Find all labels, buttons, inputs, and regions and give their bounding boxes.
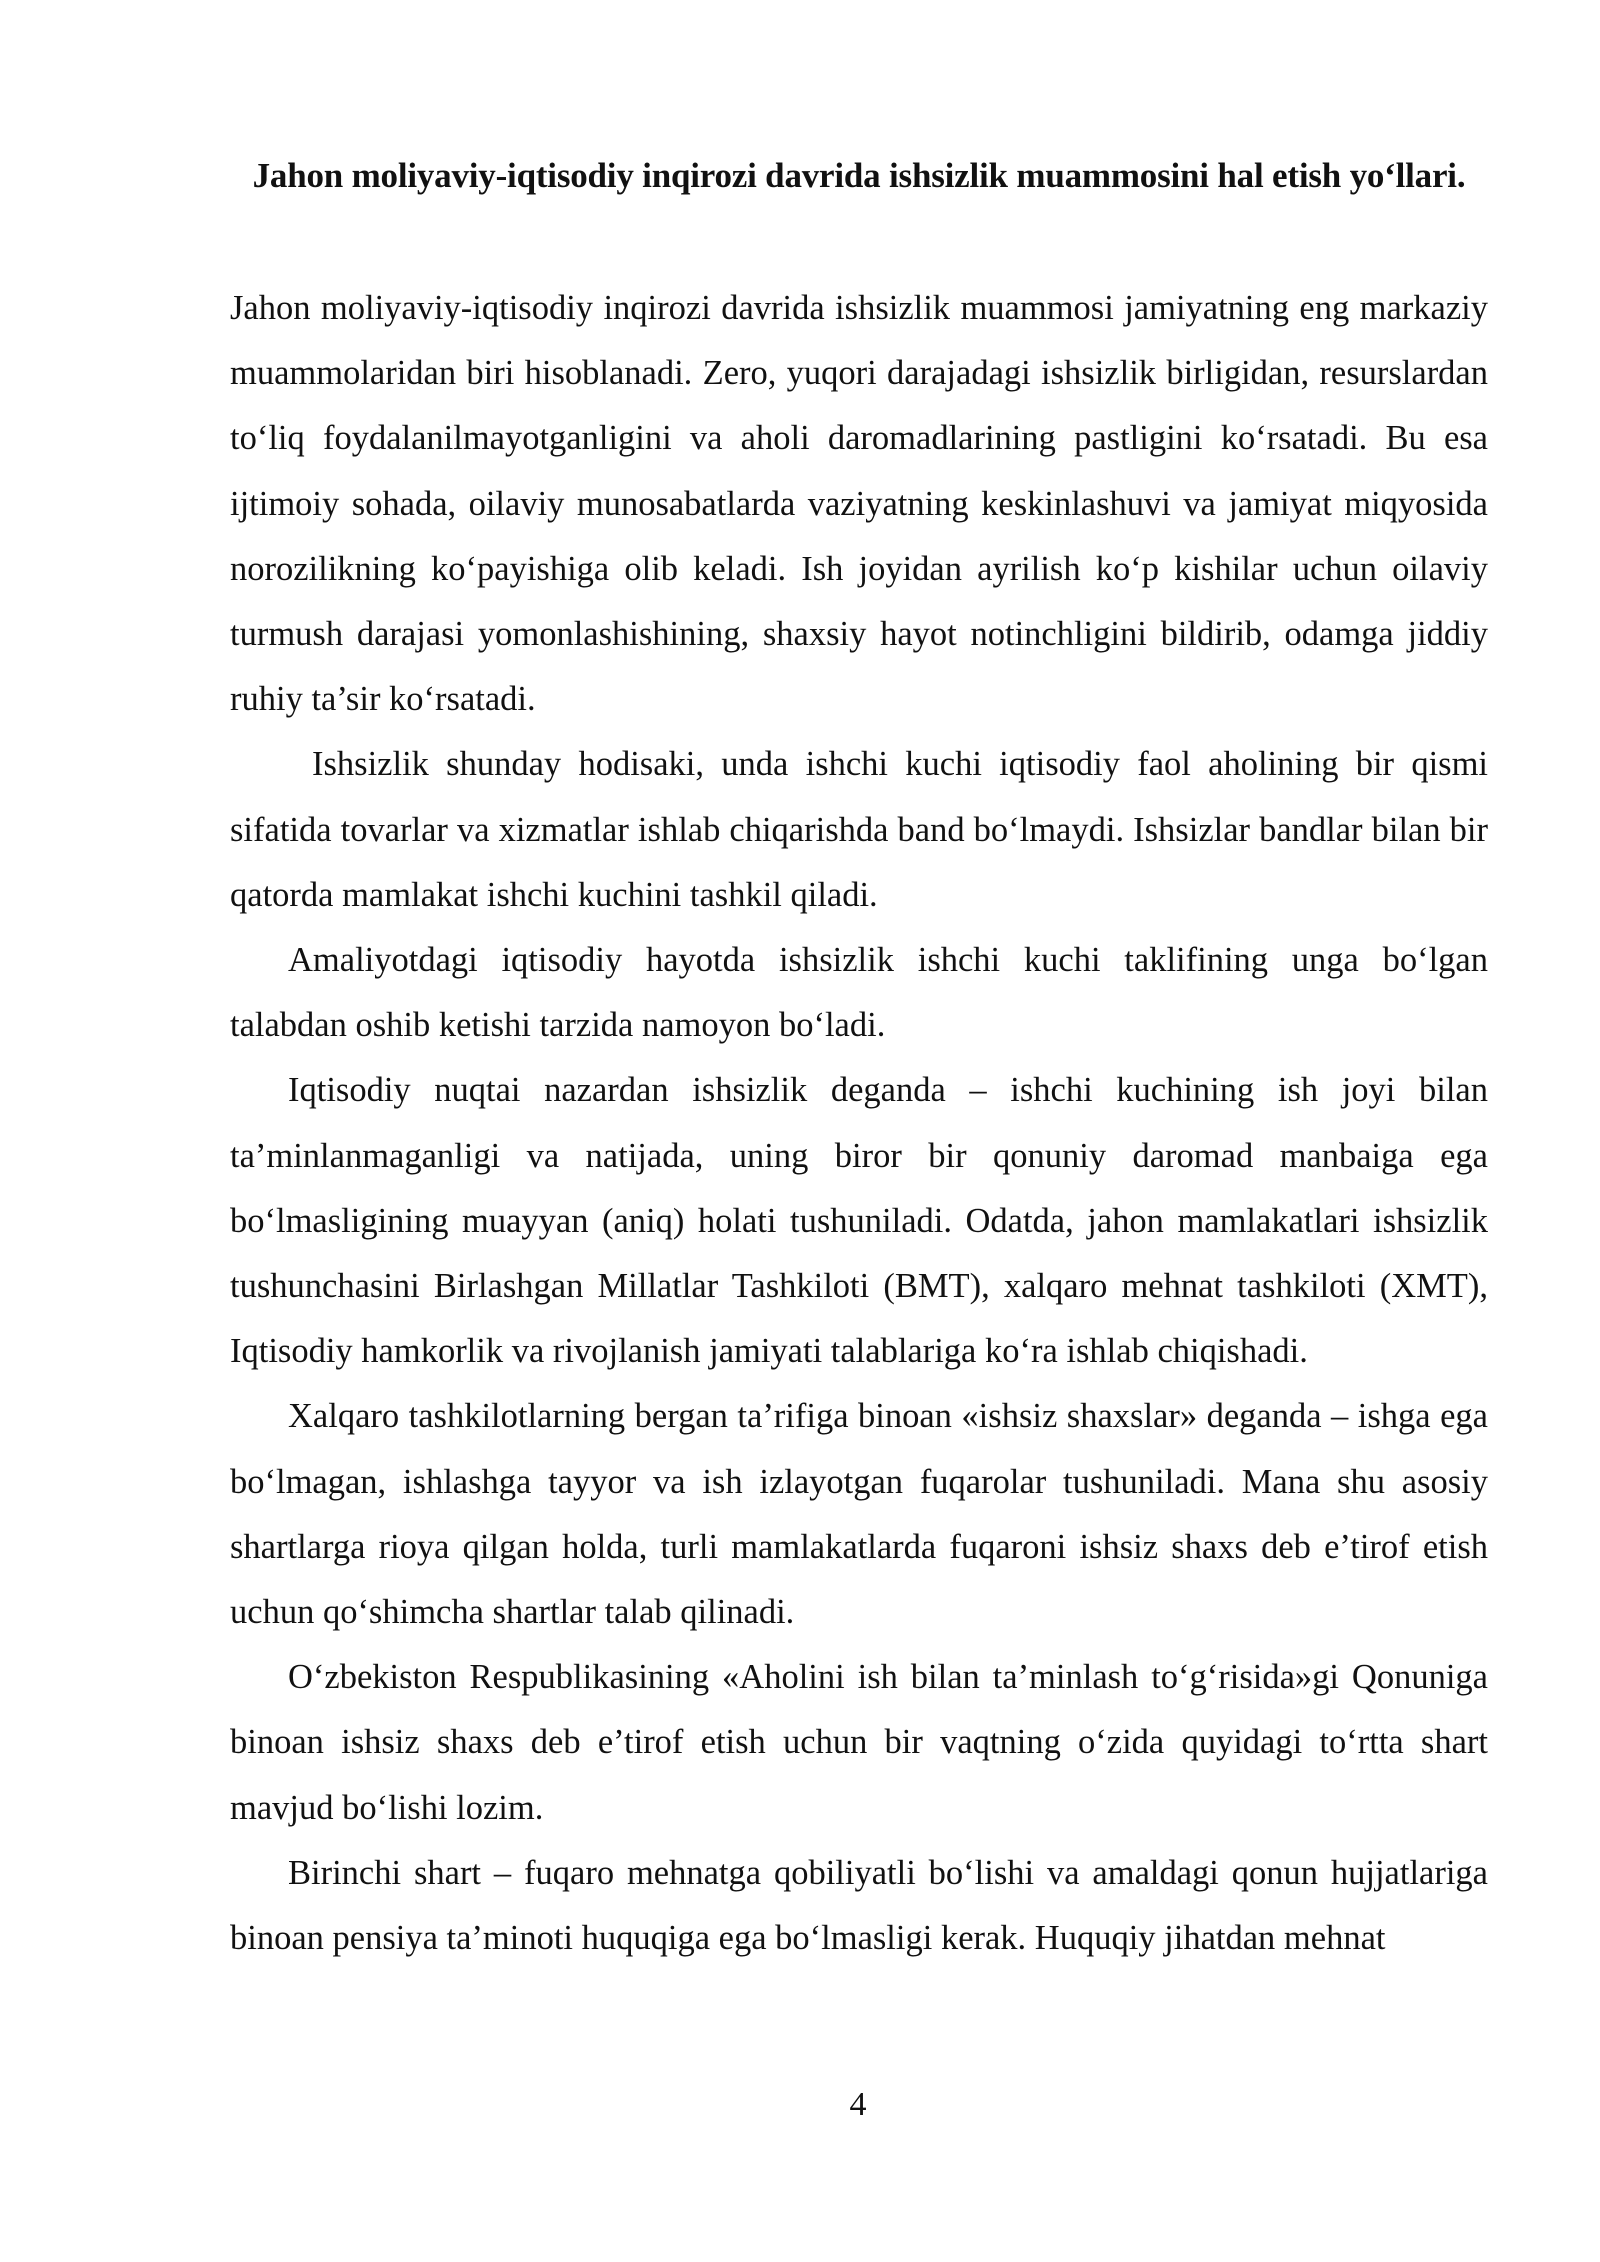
paragraph-4: Iqtisodiy nuqtai nazardan ishsizlik deganda – ishchi kuchining ish joyi bilan ta’minlanmaganligi va natijada, uning biror bir qonuniy daromad manbaiga ega bo‘lmasligining muayyan (aniq) holati tushuniladi. Odatda, jahon mamlakatlari ishsizlik tushunchasini Birlashgan Millatlar Tashkiloti (BMT), xalqaro mehnat tashkiloti (XMT), Iqtisodiy hamkorlik va rivojlanish jamiyati talablariga ko‘ra ishlab chiqishadi. <box>230 1071 1488 1371</box>
paragraph-6: O‘zbekiston Respublikasining «Aholini ish bilan ta’minlash to‘g‘risida»gi Qonuniga binoan ishsiz shaxs deb e’tirof etish uchun bir vaqtning o‘zida quyidagi to‘rtta shart mavjud bo‘lishi lozim. <box>230 1658 1488 1827</box>
page-number: 4 <box>849 2086 867 2123</box>
document-body <box>230 276 1488 1971</box>
page-content <box>230 150 1488 1971</box>
paragraph-5: Xalqaro tashkilotlarning bergan ta’rifiga binoan «ishsiz shaxslar» deganda – ishga ega bo‘lmagan, ishlashga tayyor va ish izlayotgan fuqarolar tushuniladi. Mana shu asosiy shartlarga rioya qilgan holda, turli mamlakatlarda fuqaroni ishsiz shaxs deb e’tirof etish uchun qo‘shimcha shartlar talab qilinadi. <box>230 1397 1488 1632</box>
document-title: Jahon moliyaviy-iqtisodiy inqirozi davrida ishsizlik muammosini hal etish yo‘llari. <box>252 156 1466 195</box>
paragraph-2: Ishsizlik shunday hodisaki, unda ishchi kuchi iqtisodiy faol aholining bir qismi sifatida tovarlar va xizmatlar ishlab chiqarishda band bo‘lmaydi. Ishsizlar bandlar bilan bir qatorda mamlakat ishchi kuchini tashkil qiladi. <box>230 745 1488 914</box>
paragraph-3: Amaliyotdagi iqtisodiy hayotda ishsizlik ishchi kuchi taklifining unga bo‘lgan talabdan oshib ketishi tarzida namoyon bo‘ladi. <box>230 941 1488 1045</box>
paragraph-7: Birinchi shart – fuqaro mehnatga qobiliyatli bo‘lishi va amaldagi qonun hujjatlariga binoan pensiya ta’minoti huquqiga ega bo‘lmasligi kerak. Huquqiy jihatdan mehnat <box>230 1853 1488 1958</box>
paragraph-1: Jahon moliyaviy-iqtisodiy inqirozi davrida ishsizlik muammosi jamiyatning eng markaziy muammolaridan biri hisoblanadi. Zero, yuqori darajadagi ishsizlik birligidan, resurslardan to‘liq foydalanilmayotganligini va aholi daromadlarining pastligini ko‘rsatadi. Bu esa ijtimoiy sohada, oilaviy munosabatlarda vaziyatning keskinlashuvi va jamiyat miqyosida norozilikning ko‘payishiga olib keladi. Ish joyidan ayrilish ko‘p kishilar uchun oilaviy turmush darajasi yomonlashishining, shaxsiy hayot notinchligini bildirib, odamga jiddiy ruhiy ta’sir ko‘rsatadi. <box>230 289 1488 719</box>
